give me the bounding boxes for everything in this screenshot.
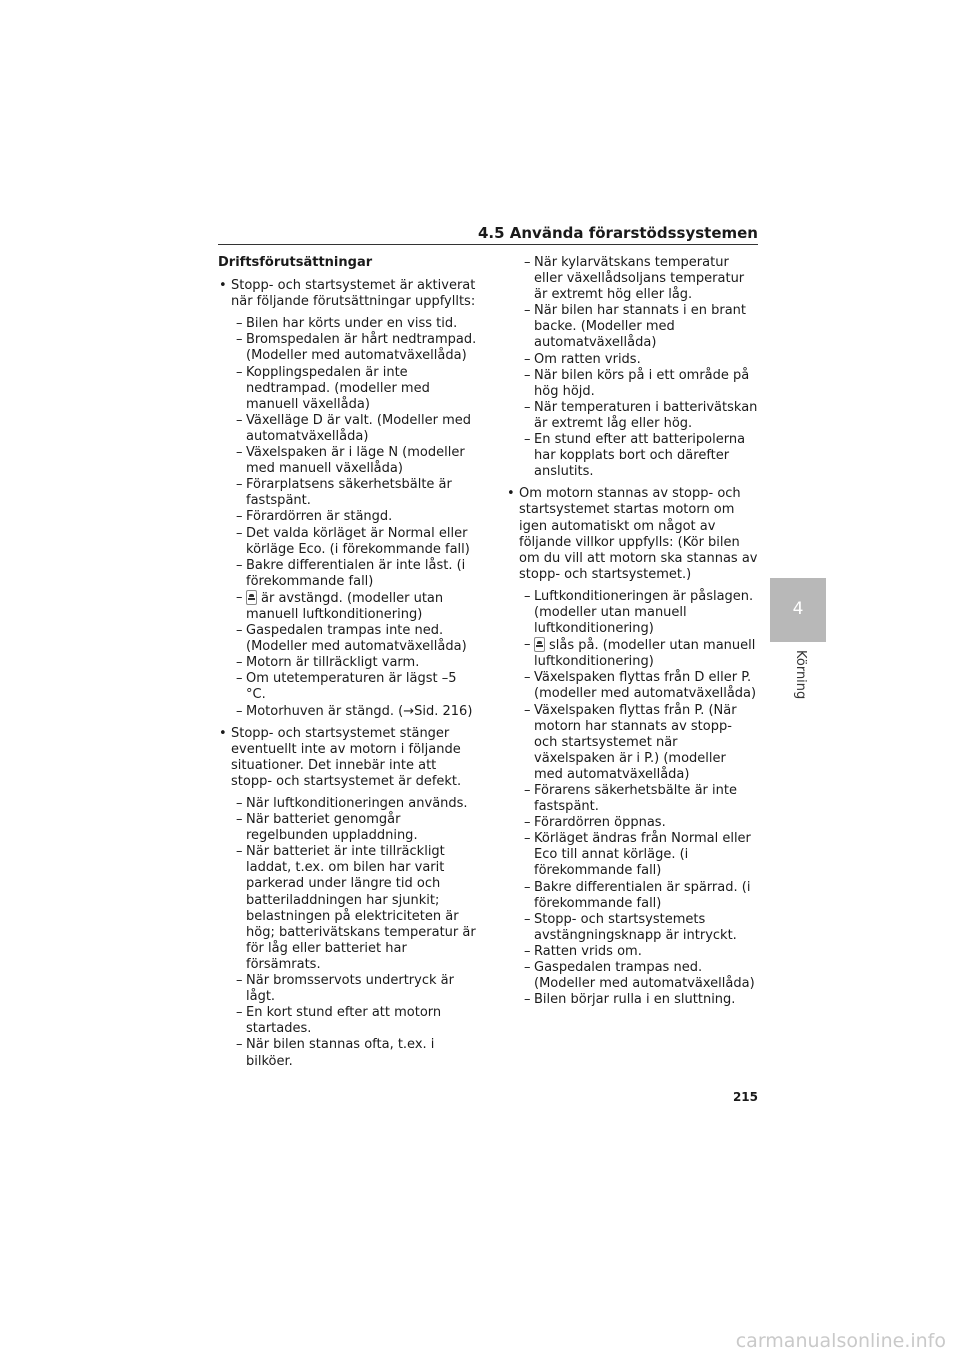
dash-marker: – — [236, 1037, 243, 1053]
list-item-text: När luftkonditioneringen används. — [246, 796, 468, 811]
dash-marker: – — [236, 796, 243, 811]
chapter-label: Körning — [793, 650, 808, 700]
dash-marker: – — [236, 589, 243, 605]
list-item — [218, 796, 480, 812]
dash-marker: – — [236, 655, 243, 671]
list-item-text: Bromspedalen är hårt nedtrampad. (Modeller med automatväxellåda) — [246, 332, 477, 364]
list-item — [506, 303, 758, 351]
list-item — [218, 365, 480, 413]
list-item-text: Förarplatsens säkerhetsbälte är fastspänt. — [246, 477, 452, 509]
list-item-text: Bilen har körts under en viss tid. — [246, 316, 458, 332]
dash-marker: – — [524, 879, 531, 895]
list-item-text: slås på. (modeller utan manuell luftkonditionering) — [534, 638, 756, 670]
dash-marker: – — [236, 1005, 243, 1021]
dash-marker: – — [236, 445, 243, 461]
section-header-title: 4.5 Använda förarstödssystemen — [477, 224, 758, 242]
list-item-text: Ratten vrids om. — [534, 943, 642, 959]
list-item — [506, 255, 758, 303]
chapter-tab[interactable] — [770, 578, 826, 642]
bullet-block — [218, 278, 480, 720]
list-item-text: Gaspedalen trampas inte ned. (Modeller med automatväxellåda) — [246, 623, 467, 655]
list-item-text: En kort stund efter att motorn startades. — [246, 1005, 442, 1037]
list-item — [506, 352, 758, 368]
dash-marker: – — [524, 432, 531, 448]
list-item — [218, 704, 480, 720]
list-item-text: Om ratten vrids. — [534, 351, 641, 367]
list-item-text: När batteriet är inte tillräckligt laddat, t.ex. om bilen har varit parkerad under längre tid och batteriladdningen har sjunkit; belastningen på elektriciteten är hög; batterivätskans temperatur är för låg eller batteriet har försämrats. — [246, 844, 476, 972]
dash-marker: – — [524, 702, 531, 718]
bullet-text: Stopp- och startsystemet stänger eventuellt inte av motorn i följande situationer. Det innebär inte att stopp- och startsystemet är defekt. — [231, 725, 462, 789]
dash-marker: – — [524, 783, 531, 798]
dash-marker: – — [524, 960, 531, 976]
list-item — [218, 413, 480, 445]
list-item — [218, 509, 480, 525]
list-item — [218, 332, 480, 364]
list-item — [506, 912, 758, 944]
list-item-text: Växelspaken flyttas från P. (När motorn har stannats av stopp- och startsystemet när växelspaken är i P.) (modeller med automatväxellåda) — [534, 702, 737, 782]
dash-marker: – — [524, 637, 531, 653]
bullet-marker: • — [507, 486, 515, 502]
list-item-text: När bromsservots undertryck är lågt. — [246, 973, 454, 1005]
list-item — [506, 589, 758, 637]
dash-marker: – — [236, 973, 243, 989]
list-item — [218, 477, 480, 509]
list-item-text: Bakre differentialen är inte låst. (i förekommande fall) — [246, 557, 466, 589]
dash-marker: – — [524, 831, 531, 847]
list-item-text: Motorhuven är stängd. (→Sid. 216) — [246, 703, 473, 719]
dash-marker: – — [236, 703, 243, 719]
dash-marker: – — [236, 364, 243, 380]
list-item — [218, 623, 480, 655]
list-item — [506, 880, 758, 912]
section-heading: Driftsförutsättningar — [218, 255, 373, 270]
list-item-text: En stund efter att batteripolerna har kopplats bort och därefter anslutits. — [534, 432, 746, 480]
list-item — [506, 783, 758, 815]
dash-marker: – — [236, 844, 243, 860]
defrost-button-icon — [246, 590, 257, 605]
list-item — [506, 831, 758, 879]
watermark: carmanualsonline.info — [735, 1330, 946, 1352]
list-item — [506, 703, 758, 783]
list-item-text: När bilen har stannats i en brant backe. (Modeller med automatväxellåda) — [534, 303, 746, 351]
dash-marker: – — [524, 303, 531, 319]
dash-marker: – — [236, 316, 243, 332]
dash-marker: – — [524, 943, 531, 959]
bullet-text: Stopp- och startsystemet är aktiverat när följande förutsättningar uppfyllts: — [231, 278, 476, 310]
bullet-block — [218, 726, 480, 1070]
list-item-text: När batteriet genomgår regelbunden uppladdning. — [246, 812, 418, 844]
bullet-point — [506, 486, 758, 583]
list-item-text: Om utetemperaturen är lägst –5 °C. — [246, 671, 457, 703]
list-item-text: Gaspedalen trampas ned. (Modeller med automatväxellåda) — [534, 960, 755, 992]
bullet-block — [506, 486, 758, 1008]
list-item-text: Bakre differentialen är spärrad. (i förekommande fall) — [534, 879, 751, 911]
bullet-point — [218, 726, 480, 790]
list-item-text: Växelspaken är i läge N (modeller med manuell växellåda) — [246, 445, 465, 477]
left-column — [218, 255, 480, 1076]
bullet-point — [218, 278, 480, 310]
dash-marker: – — [524, 351, 531, 367]
list-item — [506, 944, 758, 960]
dash-marker: – — [236, 412, 243, 428]
list-item — [506, 432, 758, 480]
list-item — [506, 670, 758, 702]
dash-marker: – — [236, 812, 243, 828]
dash-marker: – — [236, 557, 243, 573]
dash-marker: – — [236, 525, 243, 541]
dash-marker: – — [236, 477, 243, 493]
dash-marker: – — [236, 671, 243, 687]
dash-marker: – — [236, 623, 243, 639]
list-item — [506, 368, 758, 400]
dash-marker: – — [524, 670, 531, 686]
list-item — [218, 558, 480, 590]
list-item-text: Kopplingspedalen är inte nedtrampad. (modeller med manuell växellåda) — [246, 364, 430, 412]
list-item — [218, 1037, 480, 1069]
dash-marker: – — [524, 588, 531, 604]
list-item — [506, 400, 758, 432]
dash-marker: – — [524, 911, 531, 927]
defrost-button-icon — [534, 637, 545, 652]
list-item-text: är avstängd. (modeller utan manuell luftkonditionering) — [246, 590, 444, 622]
list-item-text: Luftkonditioneringen är påslagen. (modeller utan manuell luftkonditionering) — [534, 588, 754, 637]
list-item — [218, 671, 480, 703]
dash-marker: – — [236, 332, 243, 348]
list-item-text: Förarens säkerhetsbälte är inte fastspänt. — [534, 783, 737, 815]
list-item-text: När temperaturen i batterivätskan är extremt låg eller hög. — [534, 399, 758, 431]
list-item — [506, 960, 758, 992]
list-item — [506, 637, 758, 670]
right-column — [506, 255, 758, 1014]
dash-marker: – — [524, 367, 531, 383]
list-item-text: Körläget ändras från Normal eller Eco till annat körläge. (i förekommande fall) — [534, 831, 751, 879]
list-item — [218, 445, 480, 477]
bullet-text: Om motorn stannas av stopp- och startsystemet startas motorn om igen automatiskt om något av följande villkor uppfylls: (Kör bilen om du vill att motorn ska stannas av stopp- och startsystemet.) — [519, 486, 758, 582]
chapter-number: 4 — [792, 599, 804, 619]
list-item — [218, 316, 480, 332]
list-item-text: Förardörren öppnas. — [534, 815, 666, 831]
list-item — [218, 1005, 480, 1037]
list-item-text: Växelspaken flyttas från D eller P. (modeller med automatväxellåda) — [534, 670, 757, 702]
bullet-marker: • — [219, 725, 227, 741]
list-item-text: När bilen körs på i ett område på hög höjd. — [534, 367, 750, 399]
page-number: 215 — [732, 1090, 758, 1104]
list-item — [218, 526, 480, 558]
list-item — [218, 973, 480, 1005]
header-divider — [218, 244, 758, 245]
list-item-text: Stopp- och startsystemets avstängningsknapp är intryckt. — [534, 911, 737, 943]
list-item-text: Växelläge D är valt. (Modeller med automatväxellåda) — [246, 412, 472, 444]
dash-marker: – — [524, 255, 531, 270]
list-item — [218, 655, 480, 671]
list-item-text: Det valda körläget är Normal eller körläge Eco. (i förekommande fall) — [246, 525, 470, 557]
dash-marker: – — [524, 815, 531, 831]
list-item-text: När kylarvätskans temperatur eller växellådsoljans temperatur är extremt hög eller låg. — [534, 255, 745, 303]
bullet-marker: • — [219, 278, 227, 294]
dash-marker: – — [236, 509, 243, 525]
list-item — [218, 812, 480, 844]
list-item-text: Bilen börjar rulla i en sluttning. — [534, 992, 736, 1008]
list-item — [506, 815, 758, 831]
bullet-block — [506, 255, 758, 480]
list-item-text: När bilen stannas ofta, t.ex. i bilköer. — [246, 1037, 435, 1069]
list-item — [218, 590, 480, 623]
list-item — [218, 844, 480, 973]
list-item-text: Motorn är tillräckligt varm. — [246, 655, 420, 671]
dash-marker: – — [524, 399, 531, 415]
list-item-text: Förardörren är stängd. — [246, 509, 393, 525]
list-item — [506, 992, 758, 1008]
dash-marker: – — [524, 992, 531, 1008]
